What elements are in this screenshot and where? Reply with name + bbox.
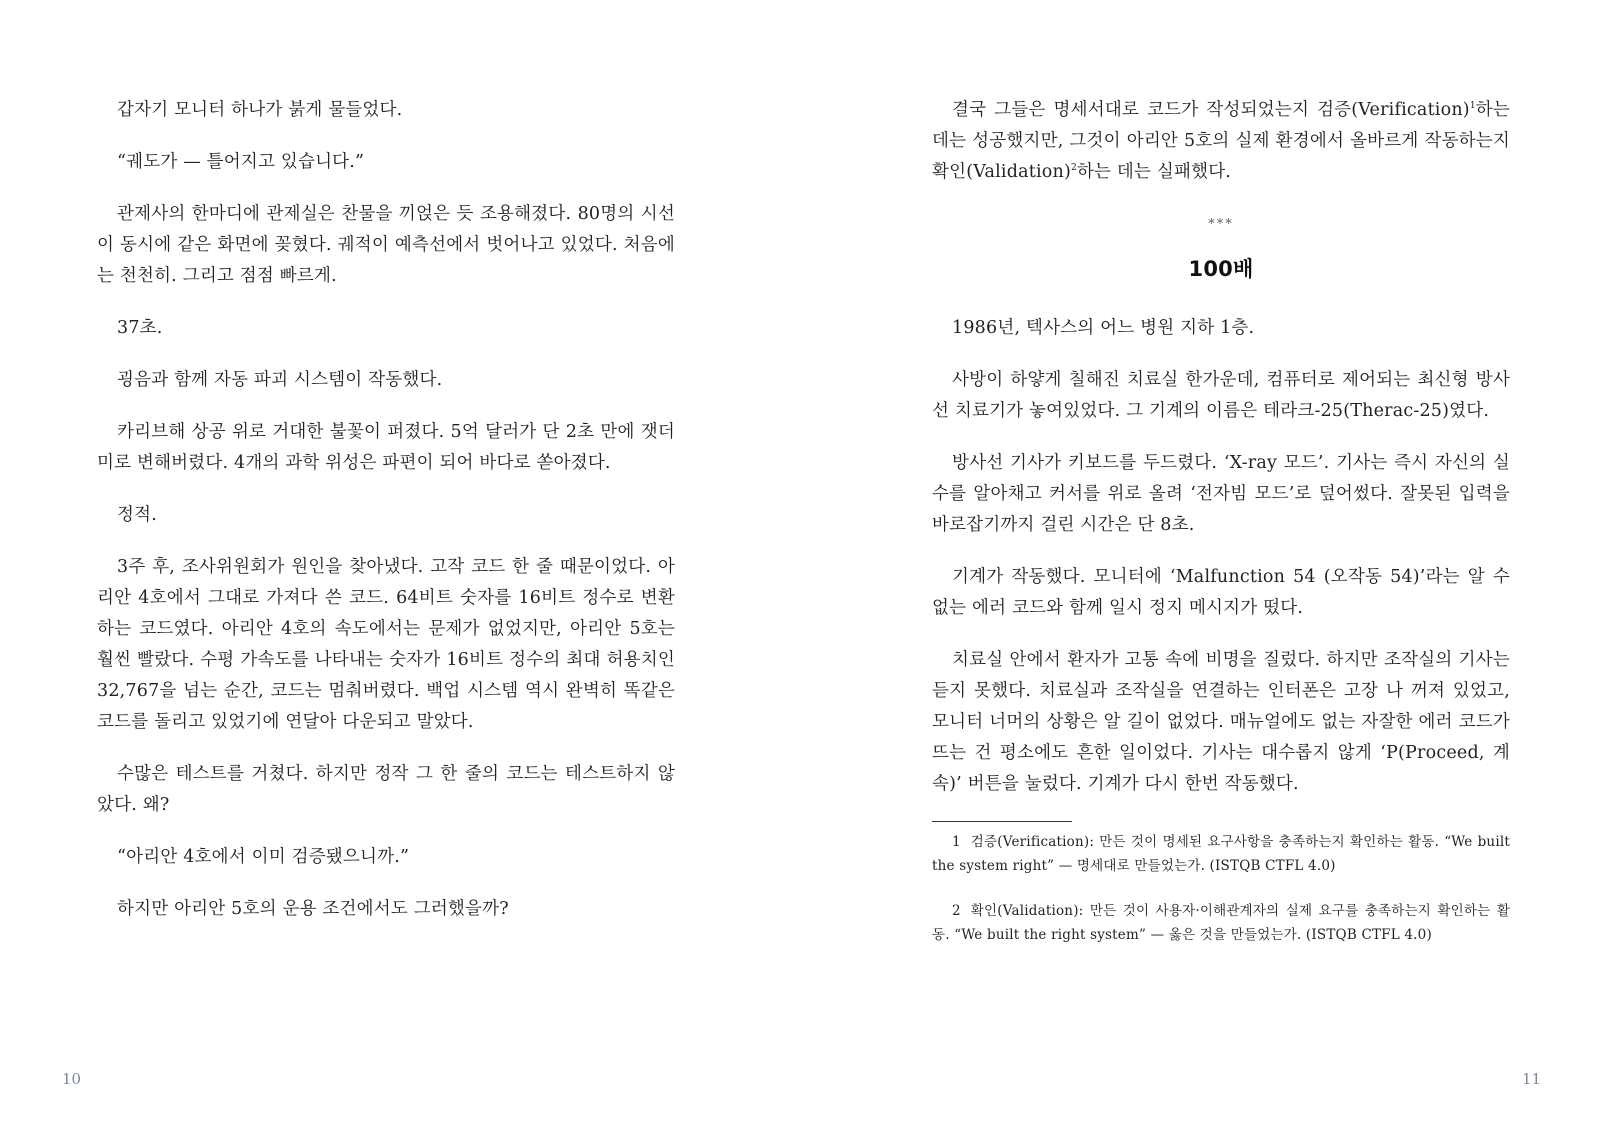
paragraph: “아리안 4호에서 이미 검증됐으니까.” [117, 847, 410, 867]
footnote-text: 검증(Verification): 만든 것이 명세된 요구사항을 충족하는지 확인하는 활동. “We built the system right” — 명세대로 만들었는가. (ISTQB CTFL 4.0) [932, 834, 1510, 874]
page-number-left: 10 [62, 1070, 82, 1088]
right-page-body [932, 95, 1510, 968]
footnote-ref-1: 1 [1469, 101, 1476, 112]
paragraph: 하지만 아리안 5호의 운용 조건에서도 그러했을까? [117, 899, 509, 919]
paragraph: 관제사의 한마디에 관제실은 찬물을 끼얹은 듯 조용해졌다. 80명의 시선이 동시에 같은 화면에 꽂혔다. 궤적이 예측선에서 벗어나고 있었다. 처음에는 천천히. 그리고 점점 빠르게. [97, 204, 675, 286]
right-page [800, 0, 1600, 1127]
paragraph: 갑자기 모니터 하나가 붉게 물들었다. [117, 100, 403, 120]
intro-paragraph [932, 95, 1510, 188]
section-title: 100배 [1188, 257, 1254, 281]
paragraph: 치료실 안에서 환자가 고통 속에 비명을 질렀다. 하지만 조작실의 기사는 듣지 못했다. 치료실과 조작실을 연결하는 인터폰은 고장 나 꺼져 있었고, 모니터 너머의 상황은 알 길이 없었다. 매뉴얼에도 없는 자잘한 에러 코드가 뜨는 건 평소에도 흔한 일이었다. 기사는 대수롭지 않게 ‘P(Proceed, 계속)’ 버튼을 눌렀다. 기계가 다시 한번 작동했다. [932, 650, 1510, 794]
paragraph: 37초. [117, 318, 163, 338]
footnote-divider [932, 821, 1072, 822]
paragraph: 기계가 작동했다. 모니터에 ‘Malfunction 54 (오작동 54)’라는 알 수 없는 에러 코드와 함께 일시 정지 메시지가 떴다. [932, 567, 1510, 618]
footnote-1 [932, 830, 1510, 878]
paragraph: 굉음과 함께 자동 파괴 시스템이 작동했다. [117, 370, 443, 390]
intro-text-part-3: 하는 데는 실패했다. [1076, 162, 1232, 182]
section-separator: *** [1208, 217, 1234, 232]
paragraph: 수많은 테스트를 거쳤다. 하지만 정작 그 한 줄의 코드는 테스트하지 않았다. 왜? [97, 764, 675, 815]
footnote-number: 1 [952, 834, 961, 850]
page-number-right: 11 [1522, 1070, 1542, 1088]
intro-text-part-1: 결국 그들은 명세서대로 코드가 작성되었는지 검증(Verification) [952, 100, 1470, 120]
footnote-ref-2: 2 [1071, 163, 1077, 174]
paragraph: 3주 후, 조사위원회가 원인을 찾아냈다. 고작 코드 한 줄 때문이었다. 아리안 4호에서 그대로 가져다 쓴 코드. 64비트 숫자를 16비트 정수로 변환하는 코드였다. 아리안 4호의 속도에서는 문제가 없었지만, 아리안 5호는 훨씬 빨랐다. 수평 가속도를 나타내는 숫자가 16비트 정수의 최대 허용치인 32,767을 넘는 순간, 코드는 멈춰버렸다. 백업 시스템 역시 완벽히 똑같은 코드를 돌리고 있었기에 연달아 다운되고 말았다. [97, 557, 675, 732]
paragraph: 카리브해 상공 위로 거대한 불꽃이 퍼졌다. 5억 달러가 단 2초 만에 잿더미로 변해버렸다. 4개의 과학 위성은 파편이 되어 바다로 쏟아졌다. [97, 422, 675, 473]
paragraph: 1986년, 텍사스의 어느 병원 지하 1층. [952, 318, 1255, 338]
footnote-text: 확인(Validation): 만든 것이 사용자·이해관계자의 실제 요구를 충족하는지 확인하는 활동. “We built the right system” — 옳은 것을 만들었는가. (ISTQB CTFL 4.0) [932, 903, 1510, 943]
footnote-number: 2 [952, 903, 961, 919]
paragraph: “궤도가 — 틀어지고 있습니다.” [117, 152, 365, 172]
paragraph: 정적. [117, 505, 157, 525]
paragraph: 사방이 하얗게 칠해진 치료실 한가운데, 컴퓨터로 제어되는 최신형 방사선 치료기가 놓여있었다. 그 기계의 이름은 테라크-25(Therac-25)였다. [932, 370, 1510, 421]
footnotes [932, 821, 1510, 947]
paragraph: 방사선 기사가 키보드를 두드렸다. ‘X-ray 모드’. 기사는 즉시 자신의 실수를 알아채고 커서를 위로 올려 ‘전자빔 모드’로 덮어썼다. 잘못된 입력을 바로잡기까지 걸린 시간은 단 8초. [932, 453, 1510, 535]
intro-text-part-2: 하는 데는 성공했지만, 그것이 아리안 5호의 실제 환경에서 올바르게 작동하는지 확인(Validation) [932, 100, 1510, 182]
left-page-body [97, 95, 675, 946]
footnote-2 [932, 899, 1510, 947]
